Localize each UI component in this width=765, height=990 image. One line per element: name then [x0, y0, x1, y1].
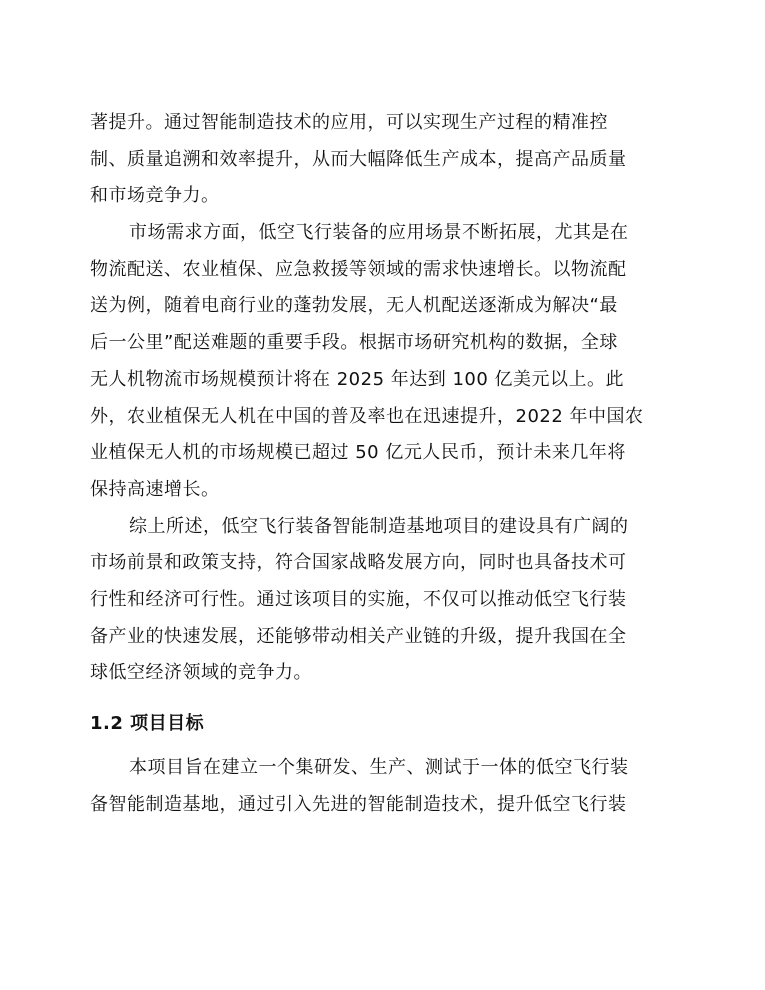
section-paragraph-line-1: 本项目旨在建立一个集研发、生产、测试于一体的低空飞行装 — [129, 757, 629, 778]
paragraph-2-line-1: 市场需求方面，低空飞行装备的应用场景不断拓展，尤其是在 — [129, 222, 629, 244]
paragraph-1-line-3: 和市场竞争力。 — [90, 185, 220, 207]
section-paragraph-line-2: 备智能制造基地，通过引入先进的智能制造技术，提升低空飞行装 — [90, 793, 627, 815]
paragraph-2 — [90, 215, 675, 509]
section-spacer — [90, 692, 675, 706]
paragraph-1 — [90, 105, 675, 215]
paragraph-1-line-2: 制、质量追溯和效率提升，从而大幅降低生产成本，提高产品质量 — [90, 148, 627, 170]
section-heading: 1.2 项目目标 — [90, 713, 205, 734]
section-paragraph — [90, 750, 675, 823]
paragraph-3-line-1: 综上所述，低空飞行装备智能制造基地项目的建设具有广阔的 — [129, 515, 629, 537]
document-page — [90, 105, 675, 823]
paragraph-2-line-2: 物流配送、农业植保、应急救援等领域的需求快速增长。以物流配 — [90, 258, 627, 280]
paragraph-2-line-6: 外，农业植保无人机在中国的普及率也在迅速提升，2022 年中国农 — [90, 405, 644, 427]
paragraph-2-line-7: 业植保无人机的市场规模已超过 50 亿元人民币，预计未来几年将 — [90, 442, 626, 464]
paragraph-2-line-4: 后一公里”配送难题的重要手段。根据市场研究机构的数据，全球 — [90, 332, 618, 354]
paragraph-3 — [90, 509, 675, 692]
paragraph-3-line-3: 行性和经济可行性。通过该项目的实施，不仅可以推动低空飞行装 — [90, 588, 627, 610]
paragraph-1-line-1: 著提升。通过智能制造技术的应用，可以实现生产过程的精准控 — [90, 112, 608, 133]
paragraph-2-line-5: 无人机物流市场规模预计将在 2025 年达到 100 亿美元以上。此 — [90, 368, 625, 390]
paragraph-3-line-4: 备产业的快速发展，还能够带动相关产业链的升级，提升我国在全 — [90, 625, 627, 647]
paragraph-3-line-2: 市场前景和政策支持，符合国家战略发展方向，同时也具备技术可 — [90, 552, 627, 574]
paragraph-3-line-5: 球低空经济领域的竞争力。 — [90, 662, 312, 684]
paragraph-2-line-3: 送为例，随着电商行业的蓬勃发展，无人机配送逐渐成为解决“最 — [90, 295, 618, 317]
paragraph-2-line-8: 保持高速增长。 — [90, 478, 220, 500]
